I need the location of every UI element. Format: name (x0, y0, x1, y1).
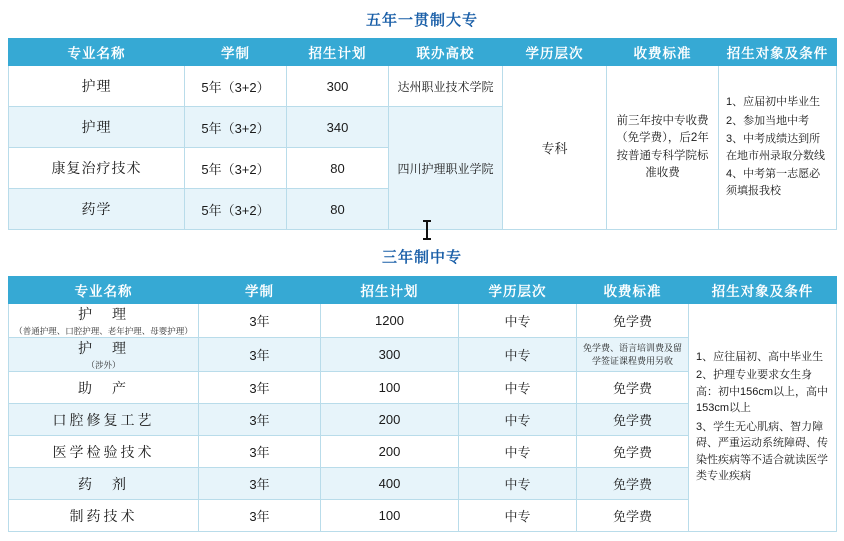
col-conditions: 招生对象及条件 (689, 277, 837, 304)
col-major-name: 专业名称 (9, 39, 185, 66)
condition-item: 1、应届初中毕业生 (726, 96, 821, 108)
cell-major (9, 304, 199, 338)
cell-major (9, 372, 199, 404)
cell-fee: 免学费 (577, 304, 689, 338)
cell-major (9, 338, 199, 372)
condition-item: 2、护理专业要求女生身高：初中156cm以上，高中153cm以上 (696, 369, 829, 414)
major-label: 制药技术 (69, 507, 138, 524)
col-major-name: 专业名称 (9, 277, 199, 304)
cell-major (9, 468, 199, 500)
major-label: 护 理 (78, 306, 129, 322)
table-header-row (9, 277, 837, 304)
cell-fee: 免学费 (577, 404, 689, 436)
three-year-program-table (8, 276, 837, 532)
col-partner-college: 联办高校 (389, 39, 503, 66)
cell-system: 3年 (199, 372, 321, 404)
major-label: 医学检验技术 (52, 443, 155, 460)
cell-plan: 100 (321, 500, 459, 532)
table-row (9, 66, 837, 107)
document-page (0, 9, 844, 541)
condition-item: 2、参加当地中考 (726, 114, 810, 127)
cell-plan: 100 (321, 372, 459, 404)
cell-fee: 前三年按中专收费（免学费），后2年按普通专科学院标准收费 (607, 66, 719, 230)
cell-fee: 免学费 (577, 500, 689, 532)
five-year-program-table (8, 38, 837, 230)
cell-plan: 80 (287, 189, 389, 230)
col-fee: 收费标准 (607, 39, 719, 66)
cell-fee: 免学费 (577, 372, 689, 404)
cell-plan: 200 (321, 436, 459, 468)
col-system: 学制 (199, 277, 321, 304)
cell-major: 康复治疗技术 (9, 148, 185, 189)
col-level: 学历层次 (503, 39, 607, 66)
page-title-three-year: 三年制中专 (381, 249, 462, 266)
cell-plan: 340 (287, 107, 389, 148)
cell-fee: 免学费、语言培训费及留学签证课程费用另收 (577, 338, 689, 372)
cell-level: 中专 (459, 404, 577, 436)
col-plan: 招生计划 (287, 39, 389, 66)
col-system: 学制 (185, 39, 287, 66)
major-sublabel: （普通护理、口腔护理、老年护理、母婴护理） (14, 326, 193, 336)
cell-major: 护理 (9, 66, 185, 107)
cell-major (9, 500, 199, 532)
cell-system: 3年 (199, 436, 321, 468)
condition-item: 3、学生无心肌病、智力障碍、严重运动系统障碍、传染性疾病等不适合就读医学类专业疾病 (696, 420, 828, 482)
col-level: 学历层次 (459, 277, 577, 304)
cell-plan: 80 (287, 148, 389, 189)
col-conditions: 招生对象及条件 (719, 39, 837, 66)
cell-system: 3年 (199, 500, 321, 532)
cell-system: 5年（3+2） (185, 148, 287, 189)
major-label: 口腔修复工艺 (52, 411, 155, 428)
cell-major: 护理 (9, 107, 185, 148)
cell-plan: 300 (287, 66, 389, 107)
cell-level: 中专 (459, 436, 577, 468)
cell-major: 药学 (9, 189, 185, 230)
table-header-row (9, 39, 837, 66)
cell-major (9, 436, 199, 468)
cell-partner-college-2: 四川护理职业学院 (389, 107, 503, 230)
col-plan: 招生计划 (321, 277, 459, 304)
cell-level: 中专 (459, 338, 577, 372)
cell-system: 5年（3+2） (185, 107, 287, 148)
cell-conditions (689, 304, 837, 532)
major-label: 护 理 (78, 340, 129, 356)
cell-fee: 免学费 (577, 436, 689, 468)
cell-plan: 200 (321, 404, 459, 436)
cell-level: 中专 (459, 304, 577, 338)
cell-level: 中专 (459, 468, 577, 500)
major-sublabel: （涉外） (86, 360, 121, 370)
table-row (9, 304, 837, 338)
major-label: 药 剂 (78, 475, 129, 492)
cell-system: 3年 (199, 404, 321, 436)
cell-level: 中专 (459, 372, 577, 404)
cell-partner-college-1: 达州职业技术学院 (389, 66, 503, 107)
cell-major (9, 404, 199, 436)
cell-system: 3年 (199, 304, 321, 338)
condition-item: 3、中考成绩达到所在地市州录取分数线 (726, 133, 825, 162)
cell-system: 3年 (199, 468, 321, 500)
cell-system: 5年（3+2） (185, 189, 287, 230)
cell-plan: 300 (321, 338, 459, 372)
cell-system: 3年 (199, 338, 321, 372)
major-label: 助 产 (78, 379, 129, 396)
col-fee: 收费标准 (577, 277, 689, 304)
page-title-five-year: 五年一贯制大专 (365, 12, 478, 29)
cell-system: 5年（3+2） (185, 66, 287, 107)
cell-conditions (719, 66, 837, 230)
condition-item: 1、应往届初、高中毕业生 (696, 350, 824, 363)
cell-fee: 免学费 (577, 468, 689, 500)
condition-item: 4、中考第一志愿必须填报我校 (726, 168, 821, 197)
cell-plan: 400 (321, 468, 459, 500)
cell-level: 专科 (503, 66, 607, 230)
cell-plan: 1200 (321, 304, 459, 338)
cell-level: 中专 (459, 500, 577, 532)
